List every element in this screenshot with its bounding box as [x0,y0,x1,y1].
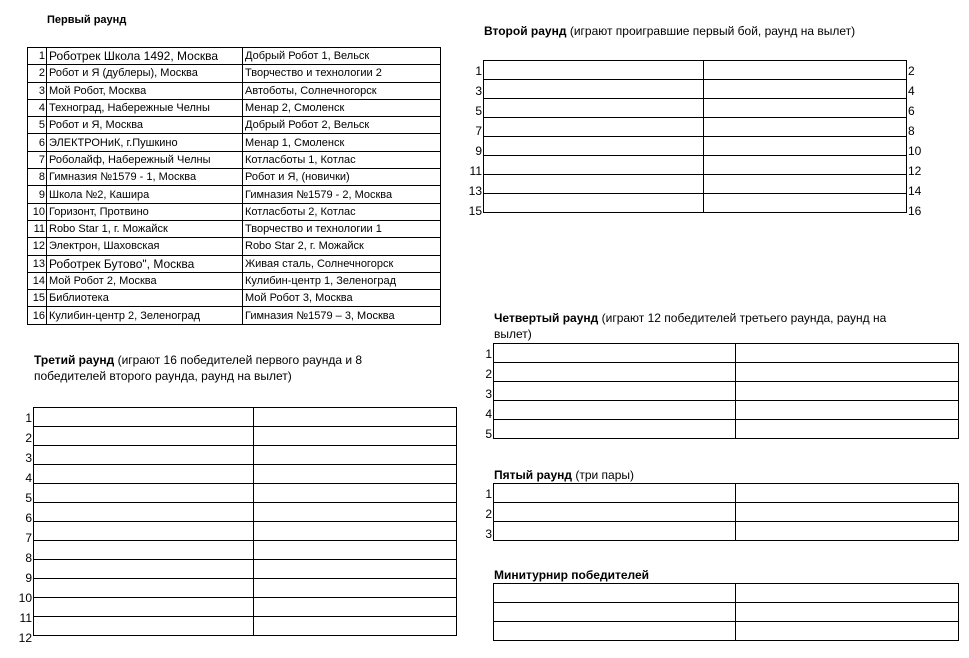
round4-cell [494,363,736,382]
round3-row-number: 3 [25,451,32,465]
round1-team-b: Творчество и технологии 2 [243,65,441,82]
round4-numbers [470,344,492,444]
round1-team-a: Роболайф, Набережный Челны [47,151,243,168]
mini-row [494,584,959,603]
round3-cell [254,503,457,522]
round2-cell [704,156,907,175]
round3-cell [34,484,254,503]
round3-row [34,560,457,579]
round5-cell [736,484,959,503]
round3-table [33,407,457,636]
round4-cell [736,344,959,363]
round3-row [34,522,457,541]
round3-cell [254,541,457,560]
round3-row-number: 6 [25,511,32,525]
round1-team-b: Автоботы, Солнечногорск [243,82,441,99]
round5-row-number: 3 [485,527,492,541]
round5-numbers [470,484,492,544]
round1-team-a: Робот и Я, Москва [47,117,243,134]
round2-right-number: 10 [908,144,922,158]
round2-cell [704,175,907,194]
round5-row [494,503,959,522]
round3-cell [34,541,254,560]
round1-team-a: Роботрек Бутово", Москва [47,255,243,272]
round2-right-number: 16 [908,204,922,218]
round4-row [494,344,959,363]
round1-team-a: Электрон, Шаховская [47,238,243,255]
mini-row [494,622,959,641]
round4-row [494,363,959,382]
round5-cell [736,503,959,522]
round1-row-number: 3 [28,82,47,99]
round1-row-number: 11 [28,220,47,237]
round1-team-a: Библиотека [47,290,243,307]
round2-cell [704,118,907,137]
round3-cell [254,484,457,503]
round3-cell [254,617,457,636]
round1-row [28,99,441,116]
round1-row [28,169,441,186]
round3-row [34,446,457,465]
round2-left-number: 1 [475,64,482,78]
round1-team-b: Котласботы 1, Котлас [243,151,441,168]
round1-row [28,290,441,307]
round4-cell [736,401,959,420]
round2-cell [704,137,907,156]
mini-cell [494,584,736,603]
round3-row-number: 8 [25,551,32,565]
round4-row-number: 2 [485,367,492,381]
round3-row [34,427,457,446]
round1-row [28,134,441,151]
mini-cell [494,622,736,641]
round4-row-number: 5 [485,427,492,441]
round3-row-number: 5 [25,491,32,505]
round2-right-number: 12 [908,164,922,178]
round1-team-a: Горизонт, Протвино [47,203,243,220]
round4-row [494,420,959,439]
round1-team-b: Робот и Я, (новички) [243,169,441,186]
round1-row-number: 13 [28,255,47,272]
round4-row-number: 3 [485,387,492,401]
round1-row [28,117,441,134]
round1-row-number: 5 [28,117,47,134]
round1-title: Первый раунд [47,14,127,26]
round3-cell [254,408,457,427]
round1-team-b: Живая сталь, Солнечногорск [243,255,441,272]
round5-cell [736,522,959,541]
round1-row-number: 4 [28,99,47,116]
round1-row [28,151,441,168]
round1-team-a: Техноград, Набережные Челны [47,99,243,116]
round2-cell [704,194,907,213]
round2-cell [704,61,907,80]
round1-row-number: 2 [28,65,47,82]
round3-row-number: 7 [25,531,32,545]
round5-title: Пятый раунд (три пары) [494,468,635,482]
round2-left-number: 9 [475,144,482,158]
round2-left-number: 15 [468,204,482,218]
round3-cell [254,427,457,446]
round1-team-b: Гимназия №1579 – 3, Москва [243,307,441,324]
round3-row [34,465,457,484]
round5-row-number: 1 [485,487,492,501]
round2-cell [484,156,704,175]
round2-row [484,194,907,213]
round5-cell [494,484,736,503]
round2-left-number: 3 [475,84,482,98]
round1-team-b: Мой Робот 3, Москва [243,290,441,307]
round3-cell [34,408,254,427]
mini-title: Минитурнир победителей [494,568,650,582]
round3-cell [34,446,254,465]
round2-cell [484,80,704,99]
round3-row [34,617,457,636]
round5-cell [494,522,736,541]
round3-cell [254,560,457,579]
round1-row [28,238,441,255]
round3-row [34,484,457,503]
round1-row [28,272,441,289]
round2-left-number: 7 [475,124,482,138]
round1-row-number: 6 [28,134,47,151]
round4-cell [736,382,959,401]
round2-table [483,60,907,213]
round2-right-number: 14 [908,184,922,198]
round1-team-a: Роботрек Школа 1492, Москва [47,48,243,65]
round1-row [28,307,441,324]
round4-title: Четвертый раунд (играют 12 победителей третьего раунда, раунд на вылет) [494,311,887,341]
round2-right-number: 6 [908,104,915,118]
round2-row [484,99,907,118]
round4-row [494,382,959,401]
round1-team-a: Школа №2, Кашира [47,186,243,203]
round3-cell [254,598,457,617]
round1-row [28,48,441,65]
round2-row [484,80,907,99]
round3-cell [34,465,254,484]
round3-cell [34,598,254,617]
round2-row [484,175,907,194]
round2-left-numbers [460,61,482,221]
round1-team-b: Robo Star 2, г. Можайск [243,238,441,255]
mini-cell [736,584,959,603]
round5-row [494,522,959,541]
round1-team-a: Мой Робот 2, Москва [47,272,243,289]
round3-row [34,408,457,427]
round4-cell [494,401,736,420]
round1-row-number: 7 [28,151,47,168]
round5-row-number: 2 [485,507,492,521]
round4-cell [494,382,736,401]
round3-cell [34,522,254,541]
round1-row-number: 16 [28,307,47,324]
round4-row [494,401,959,420]
round1-team-a: Robo Star 1, г. Можайск [47,220,243,237]
round4-cell [494,420,736,439]
round2-cell [484,194,704,213]
round2-right-number: 2 [908,64,915,78]
round2-left-number: 13 [468,184,482,198]
round4-table [493,343,959,439]
round2-row [484,137,907,156]
mini-table [493,583,959,641]
round1-row [28,82,441,99]
round1-team-a: Робот и Я (дублеры), Москва [47,65,243,82]
round3-cell [254,579,457,598]
round1-team-b: Менар 1, Смоленск [243,134,441,151]
mini-cell [736,622,959,641]
round1-row-number: 15 [28,290,47,307]
round3-row-number: 9 [25,571,32,585]
round1-row [28,65,441,82]
round1-team-a: Гимназия №1579 - 1, Москва [47,169,243,186]
round4-cell [736,420,959,439]
round3-cell [34,560,254,579]
round1-row [28,186,441,203]
round1-team-b: Добрый Робот 2, Вельск [243,117,441,134]
round2-right-numbers [908,61,938,221]
round3-row-number: 1 [25,411,32,425]
round1-team-b: Добрый Робот 1, Вельск [243,48,441,65]
round3-cell [254,446,457,465]
round2-cell [704,80,907,99]
round5-cell [494,503,736,522]
round3-row [34,598,457,617]
round1-row-number: 1 [28,48,47,65]
round1-row [28,220,441,237]
round3-row [34,541,457,560]
round3-row-number: 12 [18,631,32,645]
round3-row-number: 2 [25,431,32,445]
round4-row-number: 4 [485,407,492,421]
round3-cell [34,503,254,522]
round3-row [34,503,457,522]
round2-cell [484,137,704,156]
round3-row [34,579,457,598]
round1-row-number: 9 [28,186,47,203]
round3-title: Третий раунд (играют 16 победителей первого раунда и 8 победителей второго раунда, раунд на вылет) [34,353,363,383]
round3-cell [34,617,254,636]
round1-team-b: Менар 2, Смоленск [243,99,441,116]
round2-row [484,61,907,80]
round4-cell [736,363,959,382]
mini-cell [494,603,736,622]
round2-cell [704,99,907,118]
round2-cell [484,175,704,194]
round2-cell [484,99,704,118]
round2-right-number: 4 [908,84,915,98]
round2-right-number: 8 [908,124,915,138]
round1-team-b: Кулибин-центр 1, Зеленоград [243,272,441,289]
round5-table [493,483,959,541]
round1-team-b: Гимназия №1579 - 2, Москва [243,186,441,203]
round3-row-number: 10 [18,591,32,605]
round1-team-b: Творчество и технологии 1 [243,220,441,237]
round1-table [27,47,441,325]
round3-cell [254,465,457,484]
round1-team-a: Кулибин-центр 2, Зеленоград [47,307,243,324]
round3-cell [34,427,254,446]
round1-row-number: 14 [28,272,47,289]
round2-left-number: 5 [475,104,482,118]
round3-cell [254,522,457,541]
round2-row [484,118,907,137]
round2-row [484,156,907,175]
round1-team-a: ЭЛЕКТРОНиК, г.Пушкино [47,134,243,151]
round3-row-number: 11 [19,611,32,625]
round4-cell [494,344,736,363]
round2-title: Второй раунд (играют проигравшие первый бой, раунд на вылет) [484,24,856,38]
round1-row-number: 8 [28,169,47,186]
round5-row [494,484,959,503]
mini-cell [736,603,959,622]
round1-row-number: 10 [28,203,47,220]
round2-cell [484,61,704,80]
round1-team-a: Мой Робот, Москва [47,82,243,99]
round3-cell [34,579,254,598]
round3-numbers [10,408,32,648]
round3-row-number: 4 [25,471,32,485]
round4-row-number: 1 [485,347,492,361]
round1-team-b: Котласботы 2, Котлас [243,203,441,220]
round1-row [28,255,441,272]
round1-row-number: 12 [28,238,47,255]
round1-row [28,203,441,220]
round2-cell [484,118,704,137]
mini-row [494,603,959,622]
round2-left-number: 11 [469,164,482,178]
